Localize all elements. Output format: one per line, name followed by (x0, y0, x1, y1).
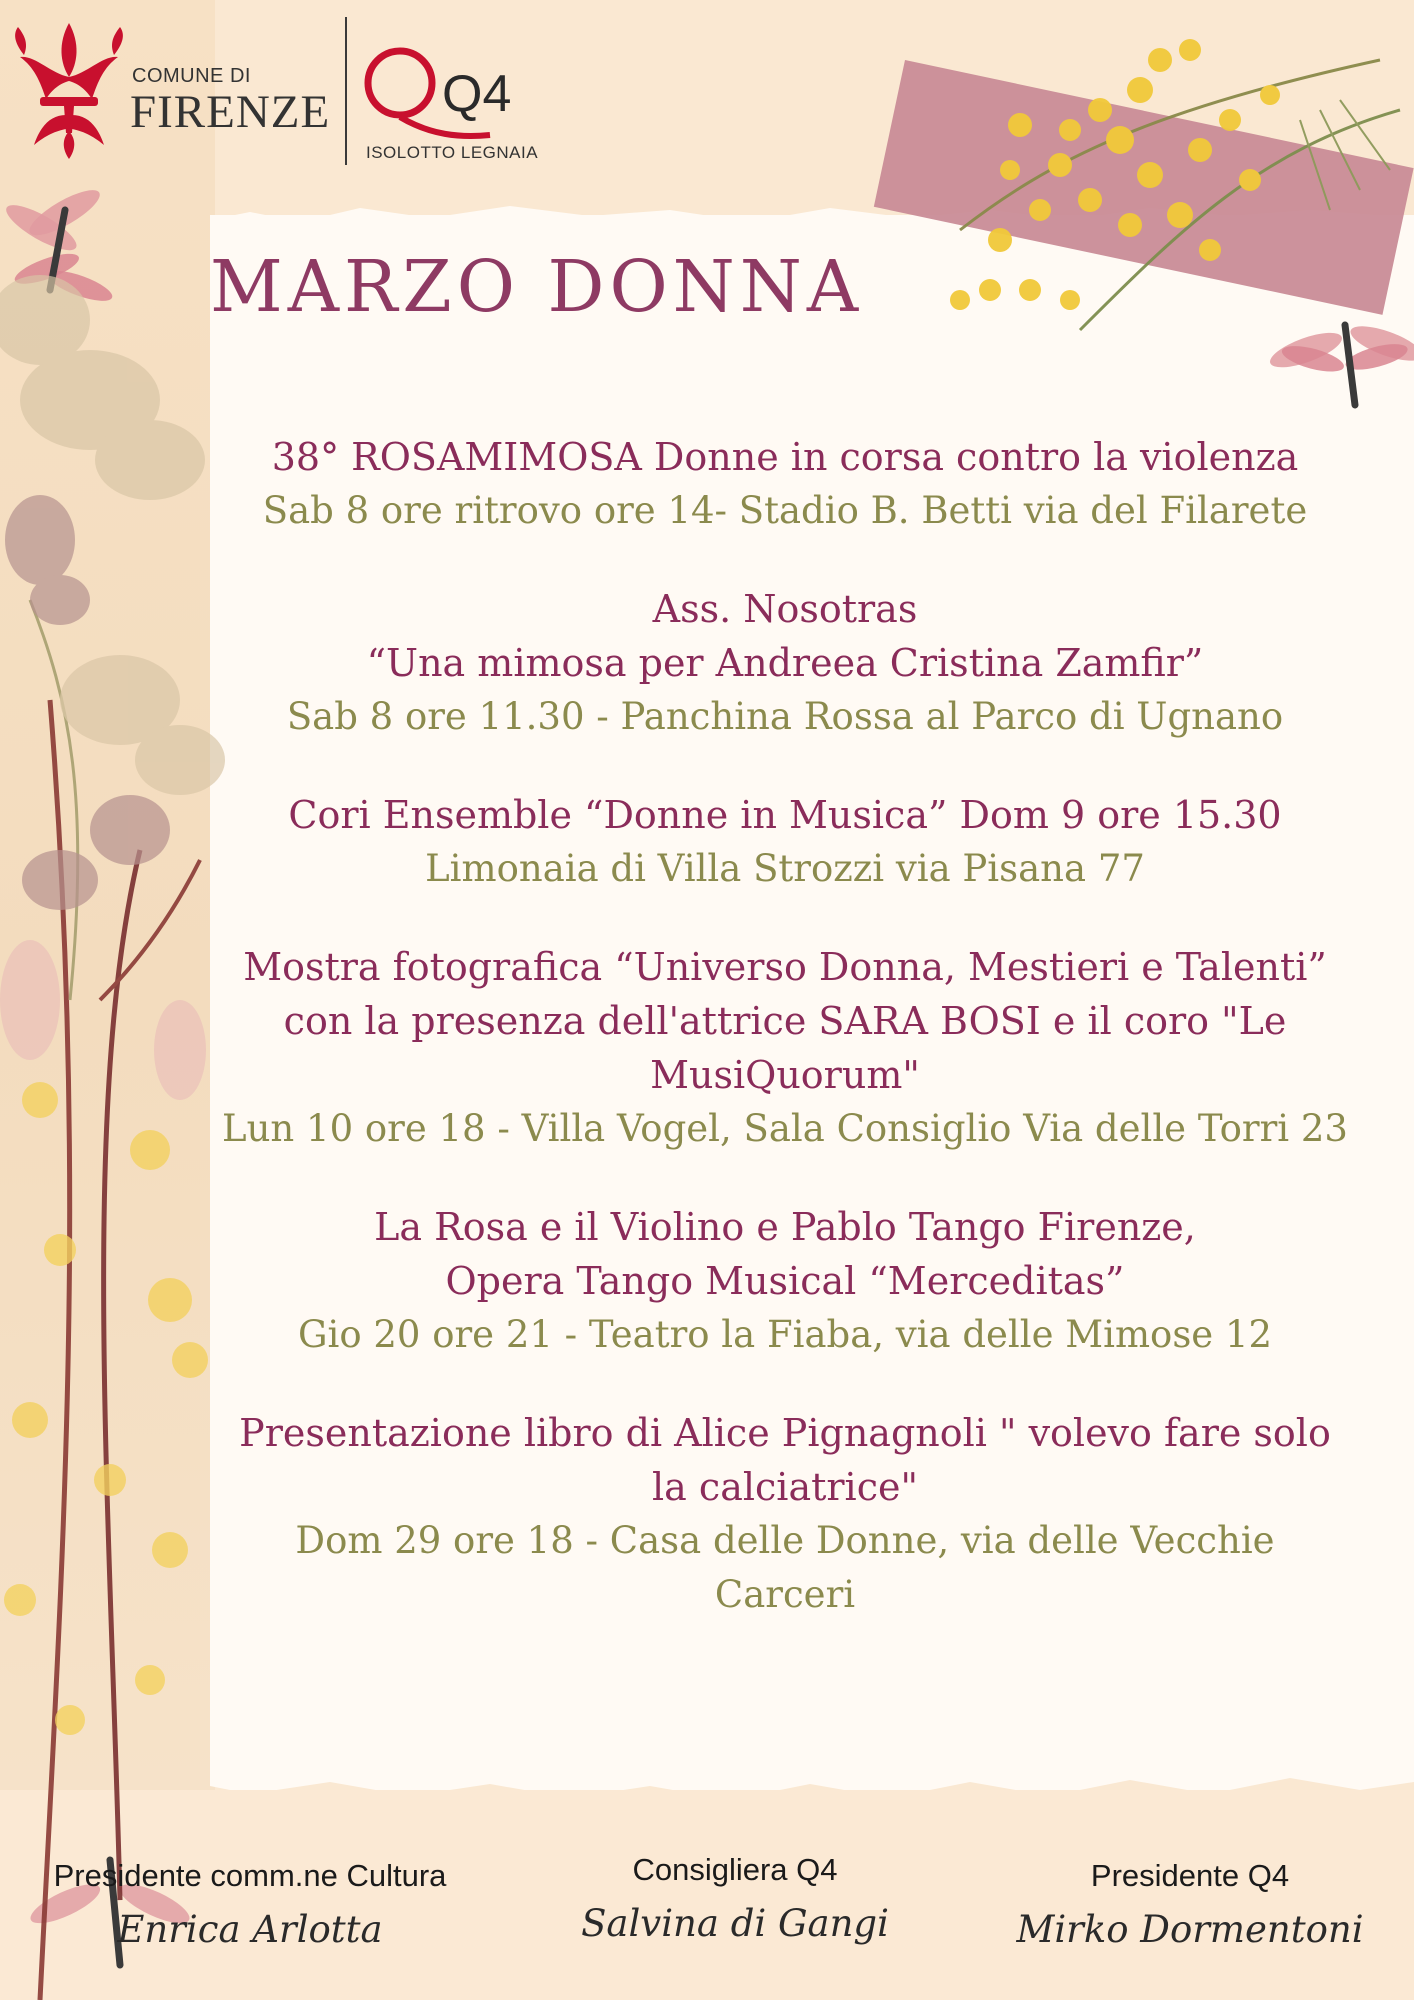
event-title: con la presenza dell'attrice SARA BOSI e il coro "Le (283, 999, 1287, 1043)
event-detail: Carceri (714, 1573, 856, 1616)
signatory-president (990, 1858, 1390, 1951)
event-item (215, 788, 1355, 896)
event-title: Ass. Nosotras (652, 587, 918, 631)
signatory-name: Enrica Arlotta (117, 1908, 383, 1951)
event-title: “Una mimosa per Andreea Cristina Zamfir” (366, 641, 1204, 685)
event-title: Opera Tango Musical “Merceditas” (445, 1259, 1125, 1303)
signatory-role: Consigliera Q4 (632, 1852, 838, 1887)
event-detail: Sab 8 ore ritrovo ore 14- Stadio B. Betti via del Filarete (262, 489, 1308, 532)
dragonfly-icon (1266, 319, 1414, 405)
signatory-role: Presidente comm.ne Cultura (53, 1858, 447, 1893)
event-title: Mostra fotografica “Universo Donna, Mestieri e Talenti” (243, 945, 1327, 989)
events-list (215, 430, 1355, 1666)
event-item (215, 1406, 1355, 1622)
quartiere-label: ISOLOTTO LEGNAIA (366, 143, 539, 162)
event-title: Presentazione libro di Alice Pignagnoli " volevo fare solo (239, 1411, 1331, 1455)
city-label: FIRENZE (130, 86, 331, 138)
mimosa-branch-icon (950, 39, 1400, 330)
event-title: 38° ROSAMIMOSA Donne in corsa contro la violenza (271, 435, 1299, 479)
fleur-de-lis-icon (10, 15, 128, 163)
comune-label: COMUNE DI (132, 65, 251, 87)
event-item (215, 582, 1355, 744)
signatory-councillor (540, 1852, 930, 1945)
event-item (215, 1200, 1355, 1362)
event-detail: Sab 8 ore 11.30 - Panchina Rossa al Parco di Ugnano (286, 695, 1284, 738)
dried-flowers-left (0, 275, 225, 2000)
event-detail: Limonaia di Villa Strozzi via Pisana 77 (425, 847, 1145, 890)
q4-mark-text: Q4 (442, 65, 512, 123)
event-item (215, 430, 1355, 538)
event-title: la calciatrice" (652, 1465, 918, 1509)
q4-logo (360, 43, 530, 153)
event-detail: Dom 29 ore 18 - Casa delle Donne, via delle Vecchie (295, 1519, 1275, 1562)
page-title: MARZO DONNA (210, 245, 864, 328)
event-detail: Gio 20 ore 21 - Teatro la Fiaba, via delle Mimose 12 (297, 1313, 1273, 1356)
event-title: La Rosa e il Violino e Pablo Tango Firenze, (374, 1205, 1196, 1249)
event-detail: Lun 10 ore 18 - Villa Vogel, Sala Consiglio Via delle Torri 23 (222, 1107, 1348, 1150)
event-title: Cori Ensemble “Donne in Musica” Dom 9 ore 15.30 (288, 793, 1282, 837)
header-logos (10, 15, 570, 175)
signatory-name: Salvina di Gangi (581, 1902, 889, 1945)
signatory-name: Mirko Dormentoni (1016, 1908, 1364, 1951)
event-item (215, 940, 1355, 1156)
logo-divider (345, 17, 347, 165)
signatory-culture (5, 1858, 495, 1951)
signatory-role: Presidente Q4 (1090, 1858, 1290, 1893)
event-title: MusiQuorum" (650, 1053, 920, 1097)
